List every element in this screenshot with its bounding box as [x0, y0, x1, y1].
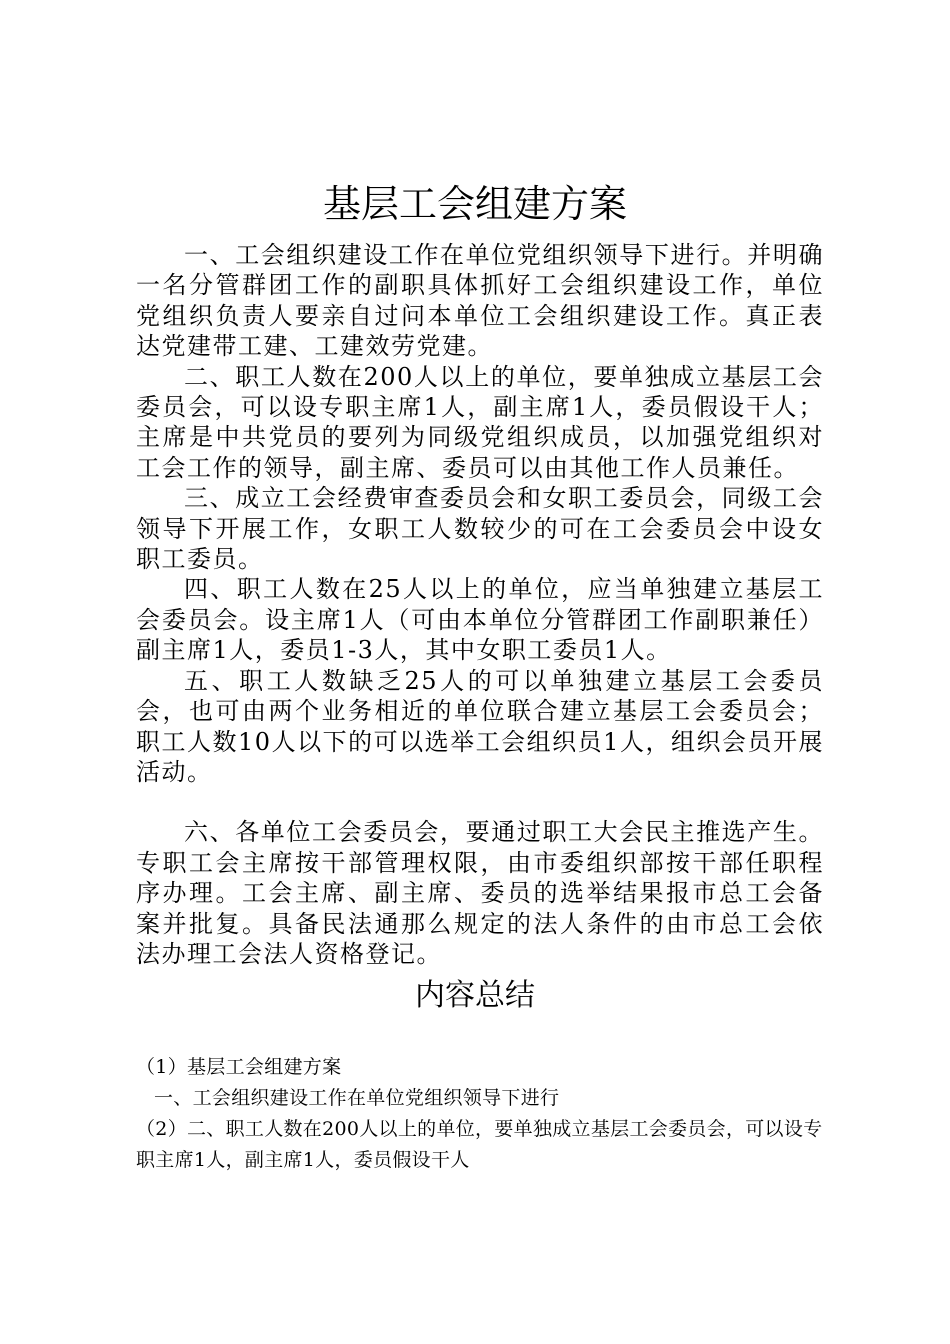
paragraph-4: 四、职工人数在25人以上的单位，应当单独建立基层工会委员会。设主席1人（可由本单位分管群团工作副职兼任）副主席1人，委员1-3人，其中女职工委员1人。 — [136, 575, 824, 665]
summary-line-2: 一、工会组织建设工作在单位党组织领导下进行 — [154, 1087, 560, 1109]
paragraph-1: 一、工会组织建设工作在单位党组织领导下进行。并明确一名分管群团工作的副职具体抓好工会组织建设工作，单位党组织负责人要亲自过问本单位工会组织建设工作。真正表达党建带工建、工建效劳党建。 — [136, 241, 824, 361]
paragraph-3: 三、成立工会经费审查委员会和女职工委员会，同级工会领导下开展工作，女职工人数较少的可在工会委员会中设女职工委员。 — [136, 484, 824, 574]
paragraph-2: 二、职工人数在200人以上的单位，要单独成立基层工会委员会，可以设专职主席1人，副主席1人，委员假设干人；主席是中共党员的要列为同级党组织成员，以加强党组织对工会工作的领导，副主席、委员可以由其他工作人员兼任。 — [136, 362, 824, 482]
summary-title: 内容总结 — [415, 978, 535, 1013]
summary-line-3: （2）二、职工人数在200人以上的单位，要单独成立基层工会委员会，可以设专职主席1人，副主席1人，委员假设干人 — [136, 1118, 823, 1171]
summary-line-1: （1）基层工会组建方案 — [136, 1056, 342, 1078]
summary-section — [136, 1052, 824, 1176]
paragraph-5: 五、职工人数缺乏25人的可以单独建立基层工会委员会，也可由两个业务相近的单位联合建立基层工会委员会；职工人数10人以下的可以选举工会组织员1人，组织会员开展活动。 — [136, 666, 824, 786]
paragraph-6: 六、各单位工会委员会，要通过职工大会民主推选产生。专职工会主席按干部管理权限，由市委组织部按干部任职程序办理。工会主席、副主席、委员的选举结果报市总工会备案并批复。具备民法通那么规定的法人条件的由市总工会依法办理工会法人资格登记。 — [136, 818, 824, 968]
document-title: 基层工会组建方案 — [322, 182, 627, 226]
document-body — [136, 240, 824, 969]
